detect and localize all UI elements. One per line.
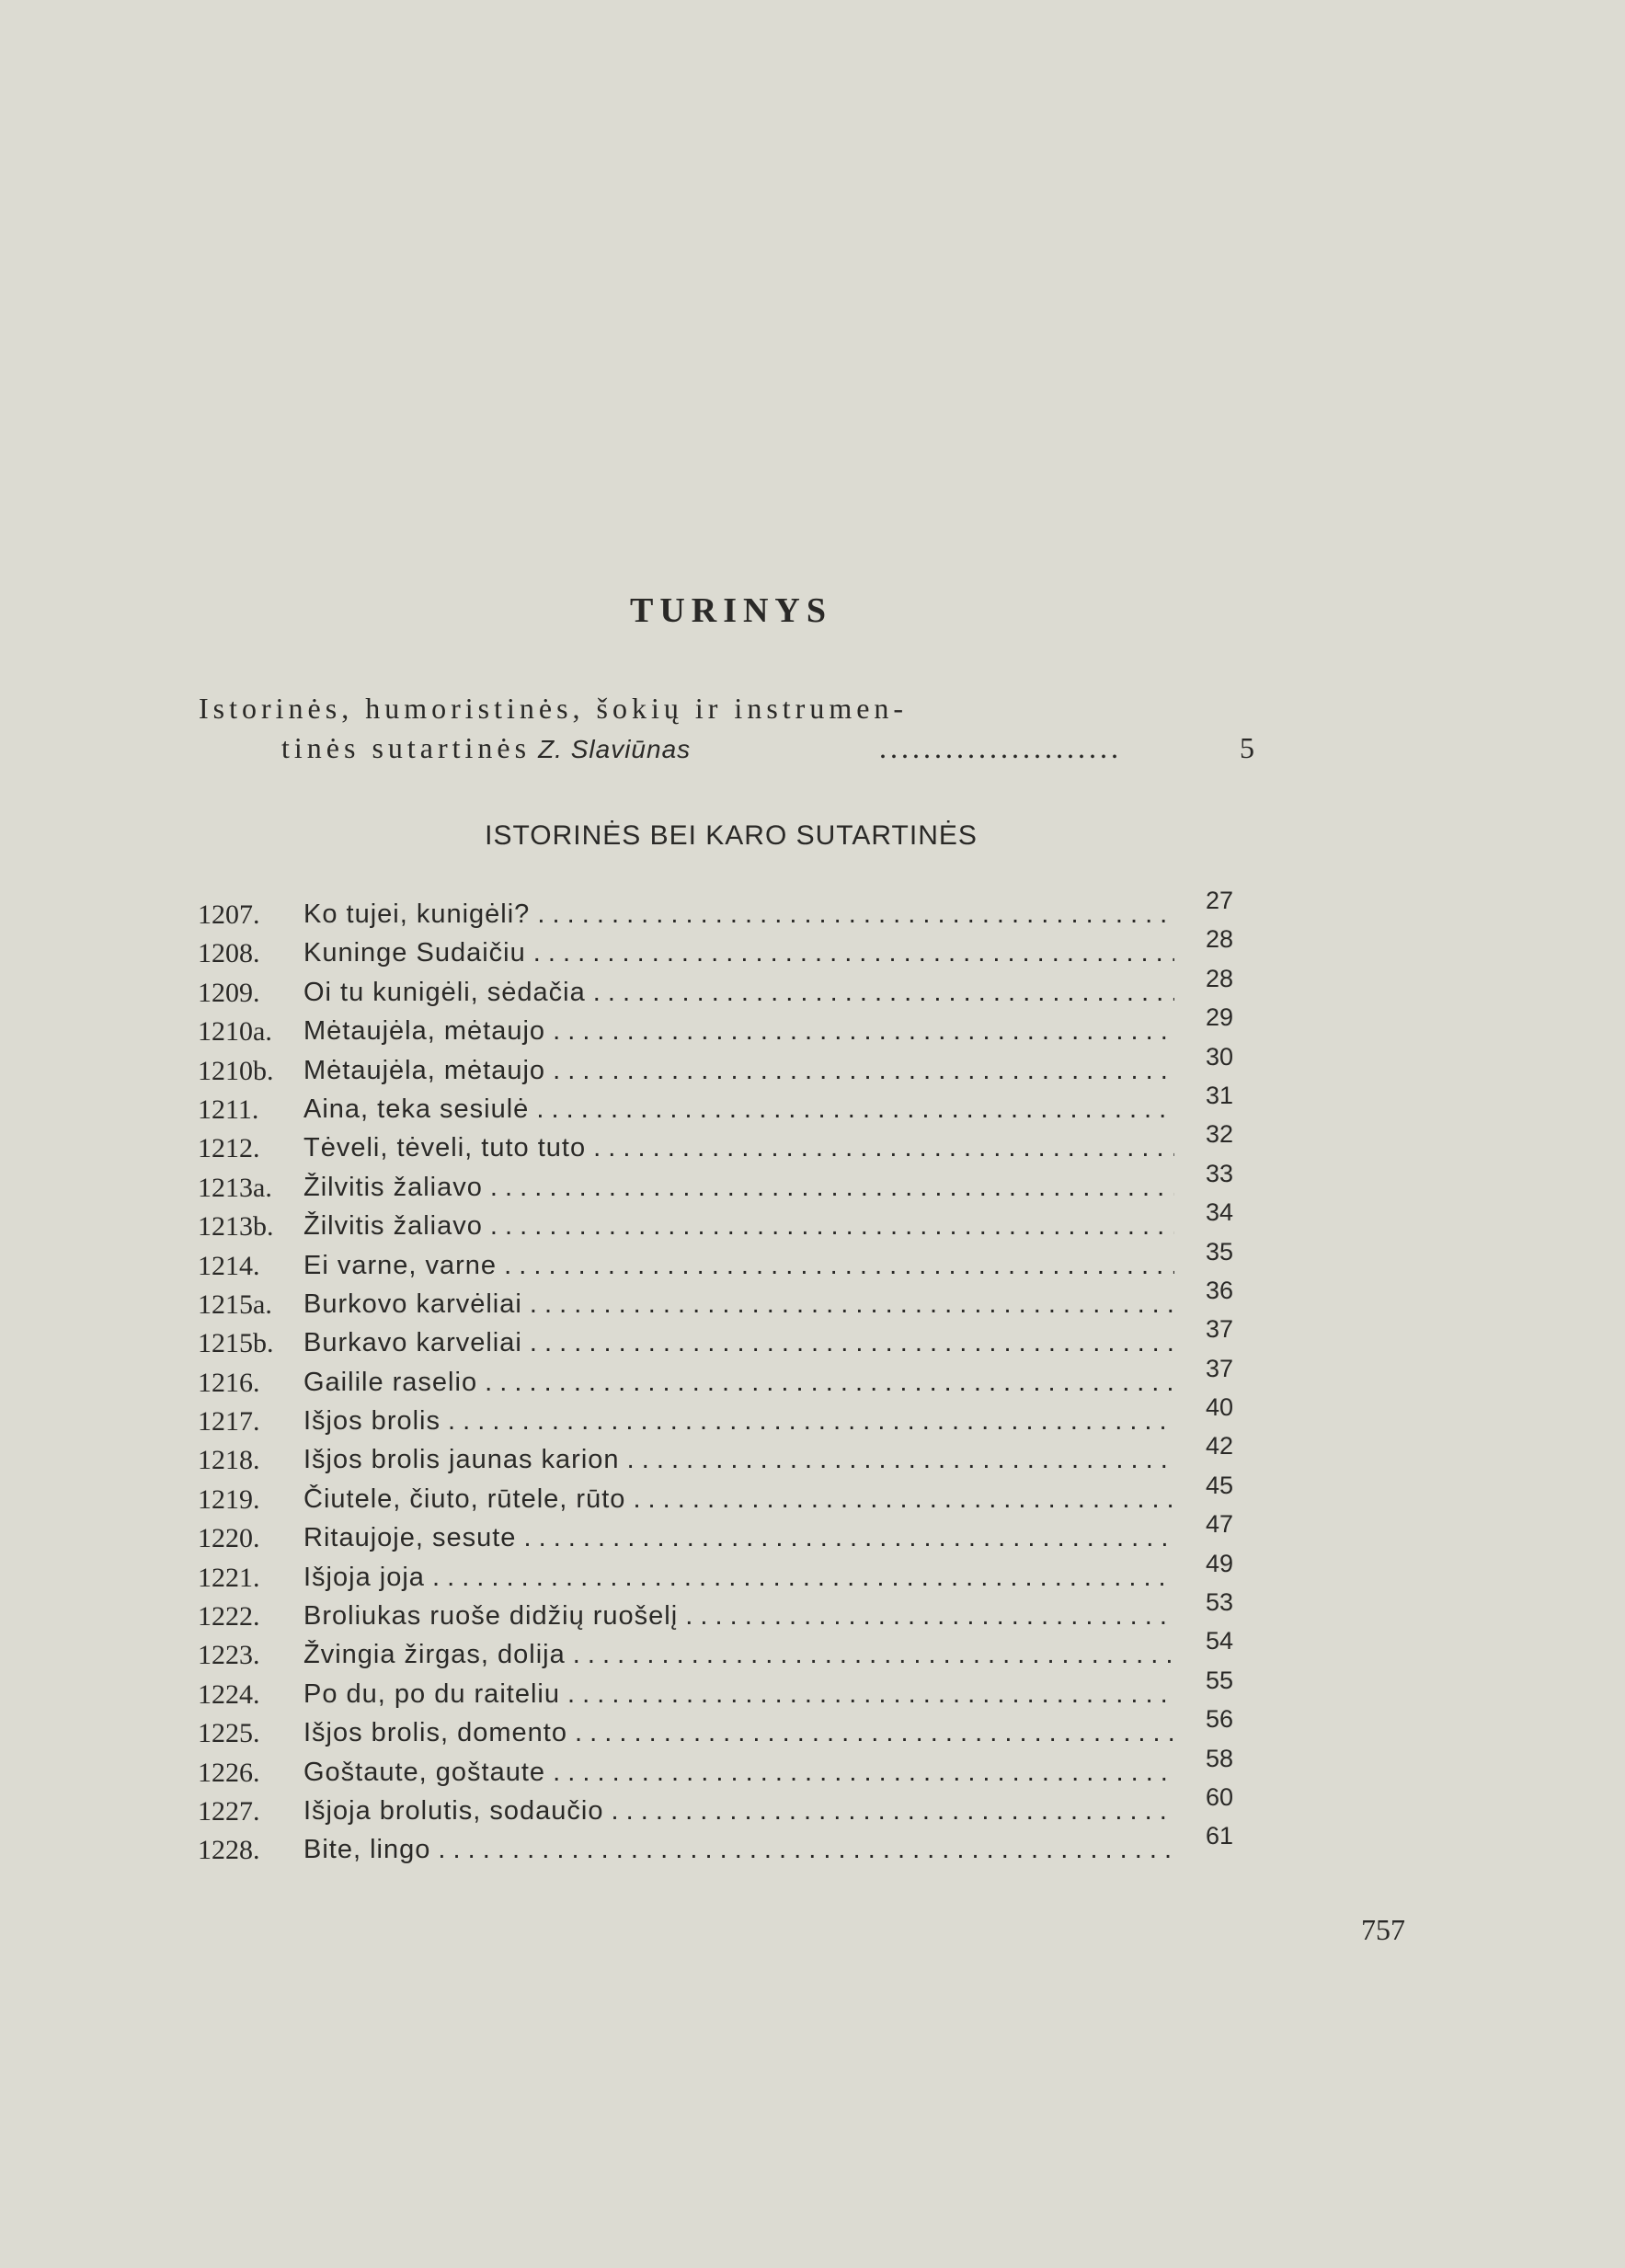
toc-entry-text-clip [198,938,1174,977]
toc-entry-title: Ko tujei, kunigėli? . . . [303,899,1174,930]
toc-entry [198,1705,1246,1757]
toc-entry-text-clip [198,1601,1174,1640]
toc-entry-number: 1208. [198,938,260,969]
toc-entry-page: 30 [1206,1042,1234,1071]
page-folio: 757 [1361,1913,1405,1946]
toc-entry-text-clip [198,1211,1174,1250]
intro-entry [199,692,1265,768]
toc-entry-page: 32 [1206,1120,1234,1149]
toc-entry-number: 1219. [198,1483,260,1515]
toc-entry-page: 55 [1206,1666,1234,1694]
toc-entry-text-clip [198,1289,1174,1328]
toc-entry-page: 40 [1206,1393,1234,1422]
toc-entry-page: 33 [1206,1159,1234,1187]
toc-entry-number: 1224. [198,1678,260,1710]
toc-entry-title: Išjos brolis jaunas karion . . . [303,1445,1174,1475]
intro-title-line2 [199,731,1265,768]
toc-entry-number: 1207. [198,899,260,930]
toc-entry-page: 56 [1206,1705,1234,1734]
toc-entry-text-clip [198,1016,1174,1055]
toc-entry-title: Goštaute, goštaute . . . [303,1758,1174,1788]
toc-entry-page: 29 [1206,1003,1234,1032]
toc-entry-title: Tėveli, tėveli, tuto tuto . . . [303,1133,1174,1163]
toc-entry-page: 37 [1206,1354,1234,1382]
toc-entry-title: Žilvitis žaliavo . . . [303,1173,1174,1203]
toc-entry [198,1315,1246,1367]
toc-entry-text-clip [198,1718,1174,1757]
toc-entry [198,1159,1246,1211]
toc-entry-title: Gailile raselio . . . [303,1368,1174,1398]
toc-entry-title: Aina, teka sesiulė . . . [303,1094,1174,1125]
toc-entry-page: 60 [1206,1782,1234,1811]
toc-entry-text-clip [198,1173,1174,1211]
toc-entry-title: Broliukas ruoše didžių ruošelį . . . [303,1601,1174,1632]
toc-entry [198,1549,1246,1601]
toc-entry-page: 58 [1206,1744,1234,1772]
toc-entry-title: Mėtaujėla, mėtaujo . . . [303,1016,1174,1047]
toc-entry-text-clip [198,1133,1174,1172]
toc-entry-number: 1216. [198,1367,260,1398]
toc-entry-title: Mėtaujėla, mėtaujo . . . [303,1056,1174,1086]
toc-entry [198,1666,1246,1718]
toc-entry-text-clip [198,1796,1174,1835]
toc-entry-number: 1215a. [198,1289,272,1320]
toc-entry [198,1510,1246,1562]
toc-entry [198,1822,1246,1873]
toc-entry-page: 36 [1206,1276,1234,1304]
intro-title-line1: Istorinės, humoristinės, šokių ir instrumen- [199,692,909,725]
toc-entry-page: 47 [1206,1510,1234,1539]
toc-entry-title: Čiutele, čiuto, rūtele, rūto . . . [303,1484,1174,1515]
toc-entry-title: Žilvitis žaliavo . . . [303,1211,1174,1242]
toc-entry-text-clip [198,899,1174,938]
toc-entry-title: Žvingia žirgas, dolija . . . [303,1640,1174,1670]
toc-entry-title: Ritaujoje, sesute . . . [303,1523,1174,1553]
toc-entry-title: Išjoja joja . . . [303,1563,1174,1593]
toc-entry-text-clip [198,978,1174,1016]
toc-entry-page: 35 [1206,1237,1234,1266]
toc-entry [198,1744,1246,1796]
toc-entry-text-clip [198,1484,1174,1523]
toc-entry-text-clip [198,1406,1174,1445]
toc-entry-text-clip [198,1679,1174,1718]
toc-entry-text-clip [198,1758,1174,1796]
toc-entry-text-clip [198,1056,1174,1094]
toc-entry-number: 1226. [198,1757,260,1788]
toc-entry-title: Po du, po du raiteliu . . . [303,1679,1174,1710]
toc-entry-page: 31 [1206,1081,1234,1109]
toc-entry-text-clip [198,1094,1174,1133]
toc-entry-title: Burkavo karveliai . . . [303,1328,1174,1358]
toc-entry-number: 1209. [198,977,260,1008]
toc-entry-text-clip [198,1640,1174,1678]
toc-entry-page: 27 [1206,887,1234,914]
toc-entry-title: Ei varne, varne . . . [303,1251,1174,1281]
toc-entry-number: 1228. [198,1835,260,1866]
toc-entry [198,1276,1246,1328]
toc-entry [198,1237,1246,1289]
toc-entry-text-clip [198,1368,1174,1406]
toc-entry-number: 1213a. [198,1172,272,1203]
toc-entry [198,1393,1246,1445]
toc-entry [198,1471,1246,1523]
intro-leader-dots: ...................... [879,731,1122,764]
toc-entry [198,1588,1246,1640]
toc-entry-number: 1220. [198,1523,260,1554]
toc-entry-title: Išjoja brolutis, sodaučio . . . [303,1796,1174,1827]
toc-entry-number: 1218. [198,1445,260,1476]
intro-page-number: 5 [1240,731,1254,764]
toc-entry-number: 1214. [198,1250,260,1281]
toc-entry-text-clip [198,1835,1174,1873]
toc-entry-number: 1212. [198,1133,260,1164]
toc-entry [198,1081,1246,1133]
toc-entry-title: Išjos brolis . . . [303,1406,1174,1437]
toc-entry-title: Kuninge Sudaičiu . . . [303,938,1174,968]
toc-entry [198,1354,1246,1406]
section-heading: ISTORINĖS BEI KARO SUTARTINĖS [485,820,978,851]
toc-entry [198,1120,1246,1172]
toc-entry-number: 1210b. [198,1055,274,1086]
toc-entry-text-clip [198,1445,1174,1483]
toc-entry-page: 54 [1206,1627,1234,1655]
toc-entry-page: 28 [1206,964,1234,992]
toc-entry [198,1782,1246,1835]
toc-entry-number: 1210a. [198,1016,272,1048]
toc-entry [198,887,1246,938]
toc-entry-page: 37 [1206,1315,1234,1344]
toc-entry-number: 1221. [198,1562,260,1593]
intro-title-line2-text: tinės sutartinės [281,731,532,764]
toc-entry-title: Burkovo karvėliai . . . [303,1289,1174,1320]
intro-author: Z. Slaviūnas [538,735,692,763]
toc-entry-text-clip [198,1328,1174,1367]
toc-entry-page: 42 [1206,1432,1234,1460]
toc-entry-number: 1211. [198,1094,259,1125]
toc-entry-title: Oi tu kunigėli, sėdačia . . . [303,978,1174,1008]
toc-entry-page: 45 [1206,1471,1234,1499]
toc-entry [198,964,1246,1016]
toc-entry-text-clip [198,1251,1174,1289]
toc-entry-number: 1223. [198,1640,260,1671]
toc-entry-title: Išjos brolis, domento . . . [303,1718,1174,1748]
toc-entry [198,1198,1246,1250]
toc-entry-title: Bite, lingo . . . [303,1835,1174,1865]
toc-entry [198,1042,1246,1094]
toc-entry-text-clip [198,1563,1174,1601]
toc-entry-page: 28 [1206,925,1234,954]
toc-entry-number: 1222. [198,1601,260,1632]
toc-entry-page: 53 [1206,1588,1234,1617]
toc-entry-page: 49 [1206,1549,1234,1577]
toc-entry-page: 61 [1206,1822,1234,1850]
toc-entry-number: 1213b. [198,1211,274,1243]
toc-entry [198,1432,1246,1483]
toc-entry [198,1003,1246,1055]
toc-entry-number: 1217. [198,1406,260,1438]
toc-entry-number: 1215b. [198,1328,274,1359]
toc-entry [198,925,1246,977]
toc-entry-number: 1227. [198,1795,260,1827]
toc-entry-page: 34 [1206,1198,1234,1227]
page-title: TURINYS [629,591,833,630]
toc-entry-number: 1225. [198,1718,260,1749]
toc-entry-text-clip [198,1523,1174,1562]
table-of-contents [198,887,1246,1874]
toc-entry [198,1627,1246,1678]
